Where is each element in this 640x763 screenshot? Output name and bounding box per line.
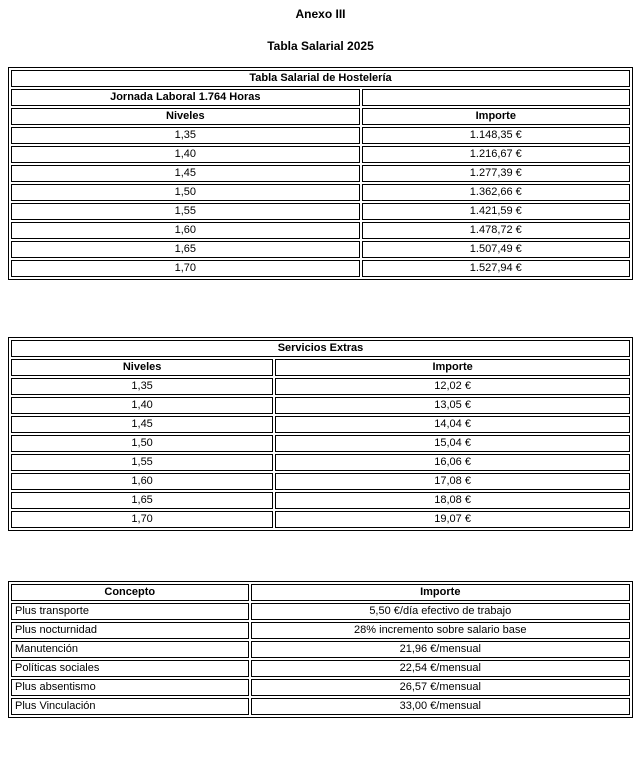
nivel-cell: 1,50 [11,184,360,201]
nivel-cell: 1,65 [11,241,360,258]
table-row [11,378,630,395]
importe-cell: 1.216,67 € [362,146,630,163]
nivel-cell: 1,40 [11,146,360,163]
empty-cell [362,89,630,106]
concepto-cell: Manutención [11,641,249,658]
table-row [11,416,630,433]
nivel-cell: 1,45 [11,165,360,182]
column-header-importe: Importe [251,584,630,601]
table-row [11,698,630,715]
importe-cell: 28% incremento sobre salario base [251,622,630,639]
importe-cell: 26,57 €/mensual [251,679,630,696]
nivel-cell: 1,65 [11,492,273,509]
table-title: Servicios Extras [11,340,630,357]
nivel-cell: 1,70 [11,511,273,528]
nivel-cell: 1,35 [11,127,360,144]
table-row [11,641,630,658]
importe-cell: 33,00 €/mensual [251,698,630,715]
column-header-importe: Importe [362,108,630,125]
nivel-cell: 1,55 [11,454,273,471]
page-title: Anexo III [295,7,346,21]
importe-cell: 18,08 € [275,492,630,509]
table-row [11,473,630,490]
table-row [11,184,630,201]
importe-cell: 12,02 € [275,378,630,395]
conceptos-table [8,581,633,718]
table-row [11,127,630,144]
importe-cell: 19,07 € [275,511,630,528]
table-row [11,435,630,452]
column-header-row [11,108,630,125]
table-row [11,260,630,277]
table-row [11,222,630,239]
importe-cell: 1.527,94 € [362,260,630,277]
importe-cell: 1.478,72 € [362,222,630,239]
table-row [11,660,630,677]
table-row [11,146,630,163]
column-header-row [11,359,630,376]
nivel-cell: 1,60 [11,222,360,239]
importe-cell: 21,96 €/mensual [251,641,630,658]
concepto-cell: Políticas sociales [11,660,249,677]
nivel-cell: 1,45 [11,416,273,433]
table-title-row [11,340,630,357]
table-row [11,397,630,414]
importe-cell: 1.148,35 € [362,127,630,144]
page-subtitle: Tabla Salarial 2025 [267,39,374,53]
importe-cell: 22,54 €/mensual [251,660,630,677]
importe-cell: 13,05 € [275,397,630,414]
servicios-extras-table [8,337,633,531]
table-row [11,241,630,258]
column-header-concepto: Concepto [11,584,249,601]
nivel-cell: 1,35 [11,378,273,395]
column-header-row [11,584,630,601]
table-row [11,603,630,620]
importe-cell: 5,50 €/día efectivo de trabajo [251,603,630,620]
nivel-cell: 1,40 [11,397,273,414]
table-title: Tabla Salarial de Hostelería [11,70,630,87]
importe-cell: 17,08 € [275,473,630,490]
salary-table-hosteleria [8,67,633,280]
nivel-cell: 1,70 [11,260,360,277]
table-row [11,165,630,182]
importe-cell: 1.362,66 € [362,184,630,201]
concepto-cell: Plus transporte [11,603,249,620]
concepto-cell: Plus Vinculación [11,698,249,715]
importe-cell: 1.421,59 € [362,203,630,220]
table-row [11,454,630,471]
concepto-cell: Plus nocturnidad [11,622,249,639]
importe-cell: 1.277,39 € [362,165,630,182]
importe-cell: 15,04 € [275,435,630,452]
nivel-cell: 1,55 [11,203,360,220]
table-row [11,511,630,528]
column-header-niveles: Niveles [11,108,360,125]
table-row [11,679,630,696]
nivel-cell: 1,50 [11,435,273,452]
table-title-row [11,70,630,87]
table-subtitle-row [11,89,630,106]
importe-cell: 14,04 € [275,416,630,433]
column-header-niveles: Niveles [11,359,273,376]
table-row [11,492,630,509]
importe-cell: 16,06 € [275,454,630,471]
importe-cell: 1.507,49 € [362,241,630,258]
jornada-laboral-cell: Jornada Laboral 1.764 Horas [11,89,360,106]
column-header-importe: Importe [275,359,630,376]
table-row [11,622,630,639]
concepto-cell: Plus absentismo [11,679,249,696]
table-row [11,203,630,220]
nivel-cell: 1,60 [11,473,273,490]
